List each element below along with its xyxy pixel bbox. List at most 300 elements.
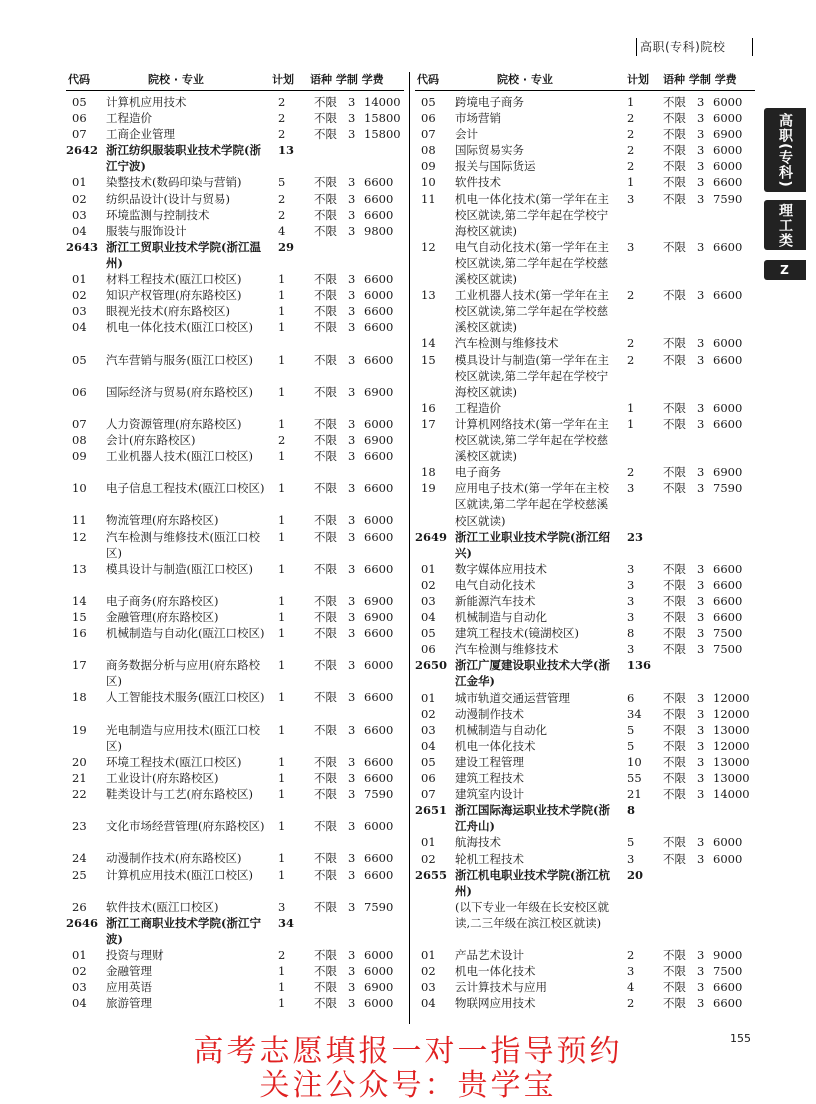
cell-name: 机电一体化技术 bbox=[455, 964, 536, 979]
cell-lang: 不限 bbox=[314, 223, 337, 238]
cell-years: 3 bbox=[697, 738, 705, 753]
cell-years: 3 bbox=[697, 626, 705, 641]
cell-fee: 6000 bbox=[713, 336, 743, 351]
cell-code: 19 bbox=[72, 722, 87, 737]
cell-years: 3 bbox=[697, 400, 705, 415]
cell-fee: 6000 bbox=[364, 819, 394, 834]
cell-lang: 不限 bbox=[314, 416, 337, 431]
cell-name: 国际贸易实务 bbox=[455, 143, 524, 158]
cell-code: 03 bbox=[72, 207, 87, 222]
side-tab-label: Z bbox=[780, 263, 790, 277]
header-code: 代码 bbox=[68, 73, 90, 86]
cell-plan: 2 bbox=[278, 191, 286, 206]
cell-code: 01 bbox=[72, 272, 87, 287]
cell-code: 16 bbox=[421, 400, 436, 415]
cell-code: 2649 bbox=[415, 529, 448, 544]
cell-plan: 21 bbox=[627, 787, 642, 802]
table-row bbox=[415, 851, 755, 867]
cell-code: 2651 bbox=[415, 803, 448, 818]
header-plan: 计划 bbox=[627, 73, 649, 86]
cell-fee: 6900 bbox=[364, 432, 394, 447]
table-row bbox=[66, 207, 404, 223]
cell-name: 浙江工贸职业技术学院(浙江温州) bbox=[106, 239, 261, 270]
cell-name: 电气自动化技术 bbox=[455, 577, 536, 592]
cell-lang: 不限 bbox=[663, 143, 686, 158]
cell-fee: 13000 bbox=[713, 771, 750, 786]
side-tab-label: 高职(专科) bbox=[777, 112, 793, 188]
cell-name: 新能源汽车技术 bbox=[455, 594, 536, 608]
table-row bbox=[415, 609, 755, 625]
cell-code: 04 bbox=[421, 738, 436, 753]
school-row bbox=[415, 867, 755, 899]
cell-years: 3 bbox=[348, 288, 356, 303]
cell-lang: 不限 bbox=[663, 722, 686, 737]
cell-lang: 不限 bbox=[314, 754, 337, 769]
cell-code: 02 bbox=[72, 964, 87, 979]
cell-name: 环境工程技术(瓯江口校区) bbox=[106, 754, 242, 769]
cell-name: 电子信息工程技术(瓯江口校区) bbox=[106, 481, 265, 496]
cell-code: 06 bbox=[421, 642, 436, 657]
cell-lang: 不限 bbox=[314, 626, 337, 641]
cell-fee: 6600 bbox=[713, 175, 743, 190]
cell-years: 3 bbox=[348, 947, 356, 962]
cell-lang: 不限 bbox=[314, 481, 337, 496]
table-row bbox=[66, 319, 404, 351]
cell-lang: 不限 bbox=[663, 738, 686, 753]
cell-years: 3 bbox=[697, 416, 705, 431]
cell-years: 3 bbox=[348, 722, 356, 737]
cell-years: 3 bbox=[348, 899, 356, 914]
cell-fee: 6600 bbox=[713, 352, 743, 367]
table-row bbox=[415, 480, 755, 528]
cell-name: 工程造价 bbox=[106, 111, 152, 126]
cell-name: 模具设计与制造(第一学年在主校区就读,第二学年起在学校宁海校区就读) bbox=[455, 352, 609, 399]
cell-lang: 不限 bbox=[314, 272, 337, 287]
cell-lang: 不限 bbox=[663, 416, 686, 431]
cell-years: 3 bbox=[697, 642, 705, 657]
table-row bbox=[415, 706, 755, 722]
cell-plan: 2 bbox=[627, 111, 635, 126]
cell-plan: 1 bbox=[278, 851, 286, 866]
cell-fee: 12000 bbox=[713, 706, 750, 721]
cell-name: 光电制造与应用技术(瓯江口校区) bbox=[106, 722, 260, 753]
cell-plan: 3 bbox=[627, 481, 635, 496]
cell-name: 计算机网络技术(第一学年在主校区就读,第二学年起在学校慈溪校区就读) bbox=[455, 416, 609, 464]
cell-fee: 6000 bbox=[713, 159, 743, 174]
table-row bbox=[66, 352, 404, 384]
cell-fee: 6600 bbox=[364, 851, 394, 866]
cell-lang: 不限 bbox=[663, 594, 686, 608]
cell-name: 电子商务 bbox=[455, 465, 501, 480]
cell-fee: 12000 bbox=[713, 690, 750, 705]
cell-plan: 2 bbox=[627, 465, 635, 480]
table-row bbox=[415, 110, 755, 126]
cell-years: 3 bbox=[697, 996, 705, 1011]
cell-code: 02 bbox=[421, 577, 436, 592]
cell-name: 人工智能技术服务(瓯江口校区) bbox=[106, 690, 265, 705]
cell-fee: 6000 bbox=[364, 513, 394, 528]
cell-name: 应用电子技术(第一学年在主校区就读,第二学年起在学校慈溪校区就读) bbox=[455, 481, 609, 528]
cell-plan: 1 bbox=[627, 416, 635, 431]
cell-fee: 6000 bbox=[364, 658, 394, 673]
cell-lang: 不限 bbox=[663, 980, 686, 995]
cell-plan: 2 bbox=[278, 432, 286, 447]
school-row bbox=[415, 657, 755, 689]
cell-fee: 7500 bbox=[713, 626, 743, 641]
cell-lang: 不限 bbox=[663, 787, 686, 802]
cell-code: 2642 bbox=[66, 143, 99, 158]
cell-years: 3 bbox=[348, 127, 356, 142]
cell-name: 环境监测与控制技术 bbox=[106, 207, 210, 222]
cell-name: 知识产权管理(府东路校区) bbox=[106, 288, 242, 303]
cell-name: 汽车营销与服务(瓯江口校区) bbox=[106, 352, 253, 367]
cell-lang: 不限 bbox=[663, 352, 686, 367]
cell-fee: 6000 bbox=[713, 400, 743, 415]
cell-name: 会计(府东路校区) bbox=[106, 432, 196, 447]
cell-lang: 不限 bbox=[663, 561, 686, 576]
cell-plan: 2 bbox=[627, 996, 635, 1011]
table-row bbox=[415, 464, 755, 480]
left-column bbox=[66, 72, 404, 1032]
cell-name: 汽车检测与维修技术 bbox=[455, 336, 559, 351]
cell-years: 3 bbox=[348, 191, 356, 206]
table-row bbox=[66, 947, 404, 963]
cell-name: 会计 bbox=[455, 127, 478, 142]
cell-fee: 6000 bbox=[713, 835, 743, 850]
table-row bbox=[66, 110, 404, 126]
table-row bbox=[415, 722, 755, 738]
cell-plan: 1 bbox=[278, 770, 286, 785]
cell-code: 2646 bbox=[66, 915, 99, 930]
table-row bbox=[66, 303, 404, 319]
cell-name: 机电一体化技术(第一学年在主校区就读,第二学年起在学校宁海校区就读) bbox=[455, 191, 609, 238]
cell-years: 3 bbox=[348, 754, 356, 769]
cell-years: 3 bbox=[348, 561, 356, 576]
cell-fee: 9000 bbox=[713, 948, 743, 963]
table-row bbox=[66, 963, 404, 979]
cell-years: 3 bbox=[697, 722, 705, 737]
cell-plan: 1 bbox=[278, 481, 286, 496]
cell-plan: 5 bbox=[627, 738, 635, 753]
cell-plan: 3 bbox=[278, 899, 286, 914]
cell-plan: 1 bbox=[278, 352, 286, 367]
cell-plan: 3 bbox=[627, 610, 635, 625]
cell-fee: 6600 bbox=[364, 867, 394, 882]
cell-plan: 1 bbox=[278, 690, 286, 705]
cell-lang: 不限 bbox=[663, 964, 686, 979]
cell-fee: 14000 bbox=[364, 95, 401, 109]
cell-code: 07 bbox=[72, 416, 87, 431]
cell-lang: 不限 bbox=[314, 513, 337, 528]
cell-plan: 2 bbox=[627, 288, 635, 303]
cell-code: 05 bbox=[421, 754, 436, 769]
cell-fee: 6900 bbox=[364, 593, 394, 608]
cell-code: 17 bbox=[421, 416, 436, 431]
table-row bbox=[66, 770, 404, 786]
cell-code: 21 bbox=[72, 770, 87, 785]
table-row bbox=[66, 271, 404, 287]
cell-name: 计算机应用技术 bbox=[106, 95, 187, 109]
cell-lang: 不限 bbox=[314, 384, 337, 399]
cell-plan: 13 bbox=[278, 143, 295, 158]
cell-plan: 1 bbox=[278, 754, 286, 769]
cell-code: 07 bbox=[421, 787, 436, 802]
cell-name: 建设工程管理 bbox=[455, 754, 524, 769]
cell-code: 08 bbox=[72, 432, 87, 447]
cell-plan: 2 bbox=[278, 95, 286, 109]
cell-name: 动漫制作技术 bbox=[455, 706, 524, 721]
cell-years: 3 bbox=[697, 159, 705, 174]
cell-years: 3 bbox=[697, 95, 705, 109]
cell-lang: 不限 bbox=[663, 996, 686, 1011]
cell-lang: 不限 bbox=[314, 690, 337, 705]
cell-lang: 不限 bbox=[663, 127, 686, 142]
cell-name: 市场营销 bbox=[455, 111, 501, 126]
cell-code: 12 bbox=[72, 529, 87, 544]
cell-lang: 不限 bbox=[663, 336, 686, 351]
school-row bbox=[415, 529, 755, 561]
column-header bbox=[415, 72, 755, 91]
cell-fee: 12000 bbox=[713, 738, 750, 753]
cell-lang: 不限 bbox=[663, 175, 686, 190]
cell-code: 01 bbox=[72, 947, 87, 962]
cell-years: 3 bbox=[348, 658, 356, 673]
table-row bbox=[66, 432, 404, 448]
cell-lang: 不限 bbox=[314, 207, 337, 222]
cell-plan: 3 bbox=[627, 191, 635, 206]
cell-name: 染整技术(数码印染与营销) bbox=[106, 175, 242, 190]
running-header-text: 高职(专科)院校 bbox=[640, 40, 726, 54]
cell-fee: 13000 bbox=[713, 722, 750, 737]
cell-code: 20 bbox=[72, 754, 87, 769]
header-lang: 语种 学制 学费 bbox=[663, 73, 737, 86]
cell-code: 15 bbox=[72, 610, 87, 624]
cell-code: 11 bbox=[421, 191, 436, 206]
cell-years: 3 bbox=[348, 416, 356, 431]
cell-name: 浙江广厦建设职业技术大学(浙江金华) bbox=[455, 658, 610, 689]
cell-code: 04 bbox=[421, 996, 436, 1011]
cell-lang: 不限 bbox=[663, 754, 686, 769]
cell-years: 3 bbox=[348, 481, 356, 496]
table-row bbox=[66, 995, 404, 1011]
cell-fee: 15800 bbox=[364, 127, 401, 142]
cell-years: 3 bbox=[348, 272, 356, 287]
cell-years: 3 bbox=[697, 191, 705, 206]
cell-years: 3 bbox=[348, 449, 356, 464]
cell-plan: 1 bbox=[278, 449, 286, 464]
table-row bbox=[66, 512, 404, 528]
cell-fee: 6000 bbox=[713, 851, 743, 866]
cell-name: 工业机器人技术(瓯江口校区) bbox=[106, 449, 253, 464]
cell-lang: 不限 bbox=[663, 706, 686, 721]
cell-years: 3 bbox=[348, 770, 356, 785]
cell-code: 23 bbox=[72, 819, 87, 834]
cell-years: 3 bbox=[348, 95, 356, 109]
cell-lang: 不限 bbox=[314, 111, 337, 126]
cell-plan: 1 bbox=[278, 561, 286, 576]
cell-lang: 不限 bbox=[314, 352, 337, 367]
cell-lang: 不限 bbox=[663, 690, 686, 705]
column-divider bbox=[409, 72, 410, 1024]
cell-years: 3 bbox=[348, 432, 356, 447]
cell-years: 3 bbox=[697, 964, 705, 979]
cell-fee: 7590 bbox=[364, 899, 394, 914]
table-row bbox=[66, 561, 404, 593]
cell-fee: 6600 bbox=[364, 722, 394, 737]
left-table-body bbox=[66, 94, 404, 1011]
cell-lang: 不限 bbox=[663, 481, 686, 496]
cell-fee: 9800 bbox=[364, 223, 394, 238]
cell-fee: 6600 bbox=[364, 207, 394, 222]
table-row bbox=[66, 979, 404, 995]
cell-plan: 23 bbox=[627, 529, 644, 544]
cell-name: 报关与国际货运 bbox=[455, 159, 536, 174]
cell-years: 3 bbox=[348, 964, 356, 979]
cell-fee: 7500 bbox=[713, 964, 743, 979]
cell-name: 浙江工商职业技术学院(浙江宁波) bbox=[106, 915, 261, 946]
header-code: 代码 bbox=[417, 73, 439, 86]
cell-plan: 2 bbox=[627, 159, 635, 174]
cell-plan: 1 bbox=[278, 819, 286, 834]
cell-name: 物联网应用技术 bbox=[455, 996, 536, 1011]
cell-fee: 6600 bbox=[364, 754, 394, 769]
cell-code: 16 bbox=[72, 626, 87, 641]
cell-years: 3 bbox=[348, 626, 356, 641]
cell-code: 11 bbox=[72, 513, 87, 528]
cell-lang: 不限 bbox=[663, 191, 686, 206]
cell-name: 浙江工业职业技术学院(浙江绍兴) bbox=[455, 529, 610, 560]
cell-years: 3 bbox=[697, 771, 705, 786]
cell-fee: 6600 bbox=[364, 175, 394, 190]
watermark-line2: 关注公众号：贵学宝 bbox=[259, 1068, 557, 1103]
cell-code: 04 bbox=[72, 996, 87, 1011]
cell-code: 25 bbox=[72, 867, 87, 882]
cell-years: 3 bbox=[697, 239, 705, 254]
cell-code: 22 bbox=[72, 787, 87, 802]
cell-fee: 6600 bbox=[713, 996, 743, 1011]
cell-years: 3 bbox=[697, 706, 705, 721]
cell-fee: 6900 bbox=[364, 610, 394, 624]
cell-code: 02 bbox=[421, 706, 436, 721]
cell-fee: 7590 bbox=[713, 481, 743, 496]
cell-lang: 不限 bbox=[314, 432, 337, 447]
cell-plan: 34 bbox=[278, 915, 295, 930]
cell-years: 3 bbox=[348, 175, 356, 190]
cell-years: 3 bbox=[348, 352, 356, 367]
cell-name: 机械制造与自动化(瓯江口校区) bbox=[106, 626, 265, 641]
cell-name: 动漫制作技术(府东路校区) bbox=[106, 851, 242, 866]
cell-plan: 1 bbox=[278, 288, 286, 303]
cell-years: 3 bbox=[348, 610, 356, 624]
cell-plan: 1 bbox=[278, 996, 286, 1011]
cell-fee: 6600 bbox=[364, 561, 394, 576]
cell-years: 3 bbox=[697, 352, 705, 367]
cell-lang: 不限 bbox=[314, 658, 337, 673]
cell-years: 3 bbox=[348, 207, 356, 222]
cell-name: 产品艺术设计 bbox=[455, 948, 524, 963]
cell-code: 10 bbox=[421, 175, 436, 190]
cell-lang: 不限 bbox=[663, 288, 686, 303]
cell-name: 物流管理(府东路校区) bbox=[106, 513, 219, 528]
table-row bbox=[66, 223, 404, 239]
cell-lang: 不限 bbox=[314, 980, 337, 995]
cell-years: 3 bbox=[697, 127, 705, 142]
cell-plan: 3 bbox=[627, 964, 635, 979]
cell-plan: 1 bbox=[278, 722, 286, 737]
cell-lang: 不限 bbox=[314, 770, 337, 785]
cell-code: 12 bbox=[421, 239, 436, 254]
cell-code: 19 bbox=[421, 481, 436, 496]
cell-years: 3 bbox=[348, 223, 356, 238]
cell-plan: 6 bbox=[627, 690, 635, 705]
cell-lang: 不限 bbox=[314, 722, 337, 737]
table-row bbox=[415, 963, 755, 979]
cell-lang: 不限 bbox=[314, 899, 337, 914]
cell-years: 3 bbox=[348, 513, 356, 528]
cell-fee: 7590 bbox=[713, 191, 743, 206]
table-row bbox=[66, 850, 404, 866]
header-school: 院校 · 专业 bbox=[497, 73, 553, 86]
cell-plan: 2 bbox=[627, 127, 635, 142]
cell-fee: 6600 bbox=[364, 191, 394, 206]
cell-years: 3 bbox=[697, 336, 705, 351]
school-row bbox=[66, 142, 404, 174]
cell-fee: 13000 bbox=[713, 754, 750, 769]
cell-code: 04 bbox=[72, 320, 87, 335]
cell-name: 应用英语 bbox=[106, 980, 152, 995]
table-row bbox=[415, 158, 755, 174]
cell-code: 2650 bbox=[415, 658, 448, 673]
cell-fee: 6600 bbox=[364, 626, 394, 641]
cell-code: 05 bbox=[421, 626, 436, 641]
cell-code: 05 bbox=[421, 95, 436, 109]
cell-years: 3 bbox=[348, 867, 356, 882]
cell-code: 05 bbox=[72, 352, 87, 367]
cell-lang: 不限 bbox=[663, 111, 686, 126]
cell-name: 建筑工程技术(镜湖校区) bbox=[455, 626, 579, 641]
cell-name: 软件技术(瓯江口校区) bbox=[106, 899, 219, 914]
cell-name: 机械制造与自动化 bbox=[455, 610, 547, 625]
cell-years: 3 bbox=[348, 320, 356, 335]
cell-code: 01 bbox=[72, 175, 87, 190]
cell-lang: 不限 bbox=[314, 561, 337, 576]
cell-lang: 不限 bbox=[663, 948, 686, 963]
table-row bbox=[66, 689, 404, 721]
cell-fee: 6600 bbox=[713, 416, 743, 431]
cell-fee: 6600 bbox=[713, 561, 743, 576]
cell-plan: 1 bbox=[278, 513, 286, 528]
cell-name: 人力资源管理(府东路校区) bbox=[106, 416, 242, 431]
cell-name: 数字媒体应用技术 bbox=[455, 561, 547, 576]
cell-name: 投资与理财 bbox=[106, 947, 164, 962]
cell-plan: 8 bbox=[627, 803, 636, 818]
cell-fee: 6600 bbox=[364, 304, 394, 319]
cell-plan: 1 bbox=[627, 400, 635, 415]
header-rule-right bbox=[752, 38, 753, 56]
cell-lang: 不限 bbox=[663, 400, 686, 415]
cell-years: 3 bbox=[697, 481, 705, 496]
school-row bbox=[415, 802, 755, 834]
cell-plan: 10 bbox=[627, 754, 642, 769]
cell-fee: 6000 bbox=[364, 996, 394, 1011]
cell-fee: 7500 bbox=[713, 642, 743, 657]
cell-lang: 不限 bbox=[314, 819, 337, 834]
cell-lang: 不限 bbox=[314, 593, 337, 608]
cell-years: 3 bbox=[697, 787, 705, 802]
cell-code: 01 bbox=[421, 835, 436, 850]
cell-code: 24 bbox=[72, 851, 87, 866]
table-row bbox=[66, 287, 404, 303]
